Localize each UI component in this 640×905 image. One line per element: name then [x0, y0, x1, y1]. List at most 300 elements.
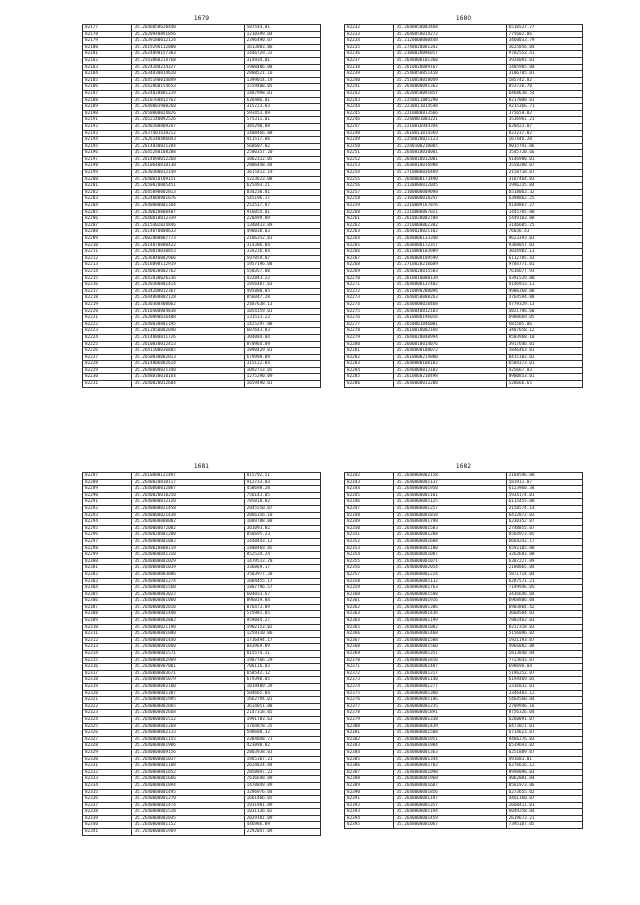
- coordinate-y-cell: 5871714.04: [506, 571, 582, 578]
- coordinate-y-cell: 2045550.07: [244, 505, 320, 512]
- coordinate-x-cell: 35.2640000001810: [394, 657, 506, 664]
- coordinate-x-cell: 35.2640000172317: [394, 242, 506, 249]
- coordinate-y-cell: 593453.09: [244, 110, 320, 117]
- table-row: [345, 183, 583, 190]
- coordinate-y-cell: 3436646.04: [506, 591, 582, 598]
- coordinate-y-cell: 1902153.02: [244, 624, 320, 631]
- coordinate-x-cell: 35.2640000041310: [132, 552, 244, 559]
- point-number-cell: 82216: [83, 282, 132, 289]
- table-row: [345, 486, 583, 493]
- point-number-cell: 82232: [345, 25, 394, 32]
- coordinate-x-cell: 35.2634030014620: [132, 71, 244, 78]
- coordinate-x-cell: 35.2645190014049: [132, 77, 244, 84]
- point-number-cell: 82256: [345, 183, 394, 190]
- table-row: [83, 769, 321, 776]
- coordinate-y-cell: 658542.12: [244, 670, 320, 677]
- point-number-cell: 82293: [83, 512, 132, 519]
- point-number-cell: 82201: [83, 183, 132, 190]
- coordinate-x-cell: 35.2642030026236: [132, 275, 244, 282]
- point-number-cell: 82348: [345, 512, 394, 519]
- table-row: [83, 697, 321, 704]
- table-row: [83, 189, 321, 196]
- coordinate-y-cell: 6230352.07: [506, 519, 582, 526]
- table-row: [345, 730, 583, 737]
- table-row: [83, 295, 321, 302]
- table-row: [83, 822, 321, 829]
- point-number-cell: 82394: [345, 815, 394, 822]
- coordinate-x-cell: 35.2543080214768: [132, 57, 244, 64]
- table-row: [83, 249, 321, 256]
- point-number-cell: 82195: [83, 143, 132, 150]
- coordinate-y-cell: 5813840.04: [506, 651, 582, 658]
- coordinate-x-cell: 35.2620300001414: [132, 282, 244, 289]
- table-row: [83, 183, 321, 190]
- coordinate-x-cell: 35.2640000001495: [132, 789, 244, 796]
- coordinate-x-cell: 35.2640000001906: [132, 743, 244, 750]
- coordinate-x-cell: 35.2640000001087: [394, 552, 506, 559]
- coordinate-y-cell: 896019.04: [244, 598, 320, 605]
- point-number-cell: 82371: [345, 664, 394, 671]
- point-number-cell: 82338: [83, 809, 132, 816]
- table-row: [83, 196, 321, 203]
- coordinate-y-cell: 823237.02: [506, 130, 582, 137]
- point-number-cell: 82374: [345, 684, 394, 691]
- coordinate-y-cell: 575981.05: [244, 611, 320, 618]
- table-row: [345, 275, 583, 282]
- coordinate-y-cell: 1399014.19: [244, 77, 320, 84]
- coordinate-x-cell: 35.2640000001274: [132, 578, 244, 585]
- point-number-cell: 82281: [345, 348, 394, 355]
- page-number: 1679: [193, 15, 210, 22]
- coordinate-x-cell: 35.2650001046001: [394, 321, 506, 328]
- point-number-cell: 82378: [345, 710, 394, 717]
- table-row: [345, 578, 583, 585]
- table-row: [345, 38, 583, 45]
- coordinate-table: [82, 24, 321, 388]
- point-number-cell: 82288: [83, 479, 132, 486]
- point-number-cell: 82349: [345, 519, 394, 526]
- point-number-cell: 82188: [83, 97, 132, 104]
- point-number-cell: 82208: [83, 229, 132, 236]
- table-row: [345, 268, 583, 275]
- coordinate-y-cell: 5196252.07: [506, 670, 582, 677]
- coordinate-x-cell: 35.2610000214800: [394, 354, 506, 361]
- coordinate-x-cell: 35.2640000001440: [132, 611, 244, 618]
- table-row: [83, 328, 321, 335]
- table-row: [345, 90, 583, 97]
- coordinate-y-cell: 1996235.04: [506, 183, 582, 190]
- table-row: [345, 644, 583, 651]
- coordinate-x-cell: 35.2649003908260: [132, 104, 244, 111]
- coordinate-y-cell: 756143.05: [244, 492, 320, 499]
- coordinate-x-cell: 35.2510050058049: [394, 77, 506, 84]
- coordinate-x-cell: 35.2640000001386: [394, 604, 506, 611]
- table-row: [83, 486, 321, 493]
- coordinate-y-cell: 1661466.05: [244, 796, 320, 803]
- table-row: [83, 492, 321, 499]
- coordinate-y-cell: 3668504.03: [506, 611, 582, 618]
- coordinate-x-cell: 35.2640000001052: [132, 769, 244, 776]
- coordinate-y-cell: 625493.21: [244, 183, 320, 190]
- coordinate-y-cell: 8415102.02: [506, 354, 582, 361]
- table-row: [345, 512, 583, 519]
- coordinate-x-cell: 35.2250020021123: [394, 137, 506, 144]
- point-number-cell: 82276: [345, 315, 394, 322]
- point-number-cell: 82189: [83, 104, 132, 111]
- coordinate-x-cell: 35.2614090012268: [132, 156, 244, 163]
- point-number-cell: 82225: [83, 341, 132, 348]
- coordinate-y-cell: 76036.43: [506, 229, 582, 236]
- coordinate-x-cell: 35.2640000091362: [394, 84, 506, 91]
- point-number-cell: 82313: [83, 644, 132, 651]
- point-number-cell: 82319: [83, 684, 132, 691]
- coordinate-x-cell: 35.2640000001688: [394, 538, 506, 545]
- point-number-cell: 82260: [345, 209, 394, 216]
- point-number-cell: 82267: [345, 255, 394, 262]
- point-number-cell: 82321: [83, 697, 132, 704]
- table-row: [345, 789, 583, 796]
- page-number: 1681: [193, 463, 210, 470]
- coordinate-x-cell: 35.2640000001186: [394, 697, 506, 704]
- coordinate-y-cell: 1062312.05: [244, 156, 320, 163]
- table-row: [83, 176, 321, 183]
- table-row: [83, 716, 321, 723]
- table-row: [83, 598, 321, 605]
- coordinate-y-cell: 314934.01: [244, 57, 320, 64]
- table-row: [345, 354, 583, 361]
- point-number-cell: 82249: [345, 137, 394, 144]
- coordinate-x-cell: 35.2640040012103: [394, 308, 506, 315]
- coordinate-y-cell: 1890429.01: [244, 348, 320, 355]
- point-number-cell: 82310: [83, 624, 132, 631]
- point-number-cell: 82198: [83, 163, 132, 170]
- coordinate-y-cell: 7723643.07: [506, 657, 582, 664]
- coordinate-x-cell: 35.2640000007001: [132, 664, 244, 671]
- coordinate-x-cell: 35.2640000012067: [132, 486, 244, 493]
- table-row: [83, 123, 321, 130]
- coordinate-x-cell: 35.2640020010250: [132, 492, 244, 499]
- coordinate-x-cell: 35.2640000001338: [394, 716, 506, 723]
- coordinate-x-cell: 35.2640000001208: [394, 532, 506, 539]
- table-row: [345, 71, 583, 78]
- coordinate-x-cell: 35.2640000100102: [394, 361, 506, 368]
- point-number-cell: 82339: [83, 815, 132, 822]
- table-row: [345, 776, 583, 783]
- point-number-cell: 82274: [345, 301, 394, 308]
- table-row: [345, 242, 583, 249]
- coordinate-y-cell: 1659490.01: [244, 381, 320, 388]
- table-row: [345, 84, 583, 91]
- coordinate-y-cell: 6276616.12: [506, 763, 582, 770]
- table-row: [345, 308, 583, 315]
- table-row: [345, 604, 583, 611]
- table-row: [83, 367, 321, 374]
- point-number-cell: 82241: [345, 84, 394, 91]
- point-number-cell: 82387: [345, 769, 394, 776]
- coordinate-x-cell: 35.2640000001702: [394, 763, 506, 770]
- coordinate-y-cell: 1448443.12: [244, 538, 320, 545]
- coordinate-x-cell: 35.2640000001508: [394, 637, 506, 644]
- point-number-cell: 82187: [83, 90, 132, 97]
- coordinate-y-cell: 1931981.09: [244, 802, 320, 809]
- table-row: [345, 77, 583, 84]
- coordinate-y-cell: 706116.03: [244, 664, 320, 671]
- table-row: [345, 763, 583, 770]
- page-number: 1682: [455, 463, 472, 470]
- coordinate-y-cell: 4461160.07: [506, 796, 582, 803]
- coordinate-x-cell: 35.2640000001270: [132, 796, 244, 803]
- point-number-cell: 82186: [83, 84, 132, 91]
- coordinate-x-cell: 35.2100000009098: [394, 189, 506, 196]
- coordinate-x-cell: 35.2610640010130: [132, 163, 244, 170]
- coordinate-x-cell: 35.2640020010117: [132, 479, 244, 486]
- point-number-cell: 82286: [345, 381, 394, 388]
- point-number-cell: 82303: [83, 578, 132, 585]
- point-number-cell: 82247: [345, 123, 394, 130]
- point-number-cell: 82257: [345, 189, 394, 196]
- coordinate-x-cell: 35.2652140092526: [132, 117, 244, 124]
- point-number-cell: 82202: [83, 189, 132, 196]
- coordinate-y-cell: 9782553.41: [506, 51, 582, 58]
- table-row: [83, 611, 321, 618]
- coordinate-y-cell: 334226.04: [244, 249, 320, 256]
- coordinate-x-cell: 35.2250011805290: [394, 97, 506, 104]
- point-number-cell: 82181: [83, 51, 132, 58]
- coordinate-x-cell: 35.2130000012045: [394, 183, 506, 190]
- coordinate-x-cell: 35.2640000001950: [394, 486, 506, 493]
- coordinate-x-cell: 35.2640000001468: [394, 631, 506, 638]
- table-row: [83, 90, 321, 97]
- table-row: [83, 538, 321, 545]
- table-row: [345, 802, 583, 809]
- point-number-cell: 82323: [83, 710, 132, 717]
- table-row: [345, 301, 583, 308]
- coordinate-y-cell: 815574.31: [244, 651, 320, 658]
- point-number-cell: 82380: [345, 723, 394, 730]
- point-number-cell: 82292: [83, 505, 132, 512]
- point-number-cell: 82252: [345, 156, 394, 163]
- coordinate-x-cell: 35.2640000001363: [394, 749, 506, 756]
- coordinate-x-cell: 35.2240100210085: [394, 143, 506, 150]
- coordinate-y-cell: 6664242.17: [506, 538, 582, 545]
- table-row: [83, 532, 321, 539]
- table-row: [83, 143, 321, 150]
- point-number-cell: 82218: [83, 295, 132, 302]
- coordinate-y-cell: 2396490.07: [244, 38, 320, 45]
- coordinate-x-cell: 35.2640000003006: [132, 571, 244, 578]
- coordinate-x-cell: 35.2650020005451: [132, 183, 244, 190]
- coordinate-table: [344, 24, 583, 388]
- coordinate-y-cell: 6273655.02: [506, 789, 582, 796]
- point-number-cell: 82275: [345, 308, 394, 315]
- coordinate-x-cell: 35.2100020096017: [394, 51, 506, 58]
- coordinate-y-cell: 2580357.20: [244, 150, 320, 157]
- coordinate-x-cell: 35.2640000001474: [132, 802, 244, 809]
- table-row: [345, 505, 583, 512]
- point-number-cell: 82384: [345, 749, 394, 756]
- table-row: [345, 130, 583, 137]
- point-number-cell: 82361: [345, 598, 394, 605]
- coordinate-x-cell: 35.2640080001104: [132, 203, 244, 210]
- point-number-cell: 82222: [83, 321, 132, 328]
- coordinate-x-cell: 35.2640000001317: [394, 670, 506, 677]
- coordinate-table: [344, 472, 583, 829]
- coordinate-x-cell: 35.2640010012339: [132, 216, 244, 223]
- point-number-cell: 82354: [345, 552, 394, 559]
- coordinate-y-cell: 8503968.10: [506, 334, 582, 341]
- coordinate-y-cell: 4148867.27: [506, 203, 582, 210]
- coordinate-x-cell: 35.2640000001155: [132, 736, 244, 743]
- table-row: [345, 684, 583, 691]
- coordinate-y-cell: 8217000.01: [506, 97, 582, 104]
- coordinate-x-cell: 35.2640000001583: [394, 525, 506, 532]
- coordinate-y-cell: 3583977.20: [244, 571, 320, 578]
- coordinate-y-cell: 1004455.17: [244, 578, 320, 585]
- coordinate-y-cell: 6539693.02: [506, 743, 582, 750]
- coordinate-y-cell: 607643.03: [244, 328, 320, 335]
- table-row: [83, 571, 321, 578]
- coordinate-x-cell: 35.2640000001194: [394, 809, 506, 816]
- coordinate-y-cell: 1470849.09: [244, 782, 320, 789]
- coordinate-x-cell: 35.2624080001676: [132, 196, 244, 203]
- coordinate-y-cell: 3346403.12: [506, 690, 582, 697]
- point-number-cell: 82368: [345, 644, 394, 651]
- table-row: [83, 163, 321, 170]
- point-number-cell: 82233: [345, 31, 394, 38]
- coordinate-x-cell: 35.2640000072002: [132, 525, 244, 532]
- point-number-cell: 82326: [83, 730, 132, 737]
- coordinate-x-cell: 35.2640000001571: [132, 651, 244, 658]
- coordinate-x-cell: 35.2645280108288: [132, 150, 244, 157]
- table-row: [345, 163, 583, 170]
- point-number-cell: 82182: [83, 57, 132, 64]
- coordinate-y-cell: 2624824.04: [244, 763, 320, 770]
- point-number-cell: 82351: [345, 532, 394, 539]
- point-number-cell: 82268: [345, 262, 394, 269]
- table-row: [83, 130, 321, 137]
- coordinate-y-cell: 3615413.19: [244, 170, 320, 177]
- point-number-cell: 82284: [345, 367, 394, 374]
- coordinate-y-cell: 2029101.09: [244, 815, 320, 822]
- point-number-cell: 82237: [345, 57, 394, 64]
- table-row: [345, 637, 583, 644]
- table-row: [345, 822, 583, 829]
- table-row: [345, 598, 583, 605]
- coordinate-y-cell: 912733.03: [244, 479, 320, 486]
- coordinate-x-cell: 35.2640000108072: [394, 348, 506, 355]
- coordinate-x-cell: 35.2640000001090: [394, 769, 506, 776]
- point-number-cell: 82250: [345, 143, 394, 150]
- coordinate-x-cell: 35.2640000021458: [132, 505, 244, 512]
- coordinate-x-cell: 35.2640020015503: [394, 268, 506, 275]
- coordinate-y-cell: 167446.20: [506, 137, 582, 144]
- point-number-cell: 82196: [83, 150, 132, 157]
- coordinate-y-cell: 8756326.04: [506, 710, 582, 717]
- coordinate-x-cell: 35.2640000001029: [132, 558, 244, 565]
- coordinate-x-cell: 35.2640050003468: [394, 25, 506, 32]
- point-number-cell: 82377: [345, 703, 394, 710]
- coordinate-y-cell: 598688.32: [244, 730, 320, 737]
- point-number-cell: 82381: [345, 730, 394, 737]
- coordinate-y-cell: 1921193.07: [506, 637, 582, 644]
- table-row: [345, 716, 583, 723]
- coordinate-y-cell: 1487998.01: [244, 90, 320, 97]
- point-number-cell: 82254: [345, 170, 394, 177]
- coordinate-y-cell: 545196.17: [244, 196, 320, 203]
- point-number-cell: 82327: [83, 736, 132, 743]
- coordinate-y-cell: 3614051.08: [244, 703, 320, 710]
- coordinate-y-cell: 2806448.04: [244, 163, 320, 170]
- coordinate-x-cell: 35.2640000002865: [132, 703, 244, 710]
- coordinate-x-cell: 35.2640000001132: [394, 578, 506, 585]
- coordinate-x-cell: 35.2230011014548: [394, 104, 506, 111]
- coordinate-y-cell: 7199946.05: [506, 585, 582, 592]
- point-number-cell: 82251: [345, 150, 394, 157]
- table-row: [345, 117, 583, 124]
- table-row: [83, 565, 321, 572]
- table-row: [83, 275, 321, 282]
- point-number-cell: 82388: [345, 776, 394, 783]
- table-row: [345, 532, 583, 539]
- point-number-cell: 82297: [83, 538, 132, 545]
- point-number-cell: 82305: [83, 591, 132, 598]
- coordinate-y-cell: 8217318.03: [506, 624, 582, 631]
- coordinate-y-cell: 6251889.07: [506, 749, 582, 756]
- point-number-cell: 82335: [83, 789, 132, 796]
- table-row: [345, 585, 583, 592]
- coordinate-y-cell: 1405905.08: [506, 64, 582, 71]
- coordinate-x-cell: 35.2640000001904: [394, 743, 506, 750]
- coordinate-y-cell: 4966082.08: [506, 644, 582, 651]
- table-row: [83, 301, 321, 308]
- coordinate-y-cell: 6049258.04: [506, 809, 582, 816]
- coordinate-x-cell: 35.2640000001440: [132, 637, 244, 644]
- coordinate-x-cell: 35.2640000001199: [394, 618, 506, 625]
- point-number-cell: 82298: [83, 545, 132, 552]
- coordinate-y-cell: 1223623.08: [244, 176, 320, 183]
- coordinate-y-cell: 568607.02: [244, 143, 320, 150]
- table-row: [345, 196, 583, 203]
- table-row: [345, 538, 583, 545]
- coordinate-x-cell: 35.2610760812762: [132, 97, 244, 104]
- point-number-cell: 82345: [345, 492, 394, 499]
- point-number-cell: 82265: [345, 242, 394, 249]
- coordinate-x-cell: 35.2640000001300: [394, 690, 506, 697]
- point-number-cell: 82370: [345, 657, 394, 664]
- point-number-cell: 82340: [83, 822, 132, 829]
- coordinate-y-cell: 4146980.01: [506, 156, 582, 163]
- coordinate-y-cell: 1987766.29: [244, 657, 320, 664]
- coordinate-y-cell: 834230.01: [244, 189, 320, 196]
- coordinate-x-cell: 35.2640000002054: [394, 565, 506, 572]
- coordinate-y-cell: 6194469.05: [506, 677, 582, 684]
- table-row: [83, 578, 321, 585]
- point-number-cell: 82295: [83, 525, 132, 532]
- point-number-cell: 82334: [83, 782, 132, 789]
- coordinate-y-cell: 1807796.57: [244, 585, 320, 592]
- coordinate-x-cell: 35.2640000002133: [132, 730, 244, 737]
- coordinate-x-cell: 35.2640000001082: [394, 624, 506, 631]
- coordinate-x-cell: 35.2640000020468: [394, 301, 506, 308]
- coordinate-y-cell: 876473.09: [244, 604, 320, 611]
- table-row: [83, 585, 321, 592]
- point-number-cell: 82359: [345, 585, 394, 592]
- table-row: [83, 282, 321, 289]
- table-row: [345, 315, 583, 322]
- coordinate-x-cell: 35.2640000001995: [132, 697, 244, 704]
- coordinate-x-cell: 35.2640000133340: [394, 236, 506, 243]
- table-row: [83, 348, 321, 355]
